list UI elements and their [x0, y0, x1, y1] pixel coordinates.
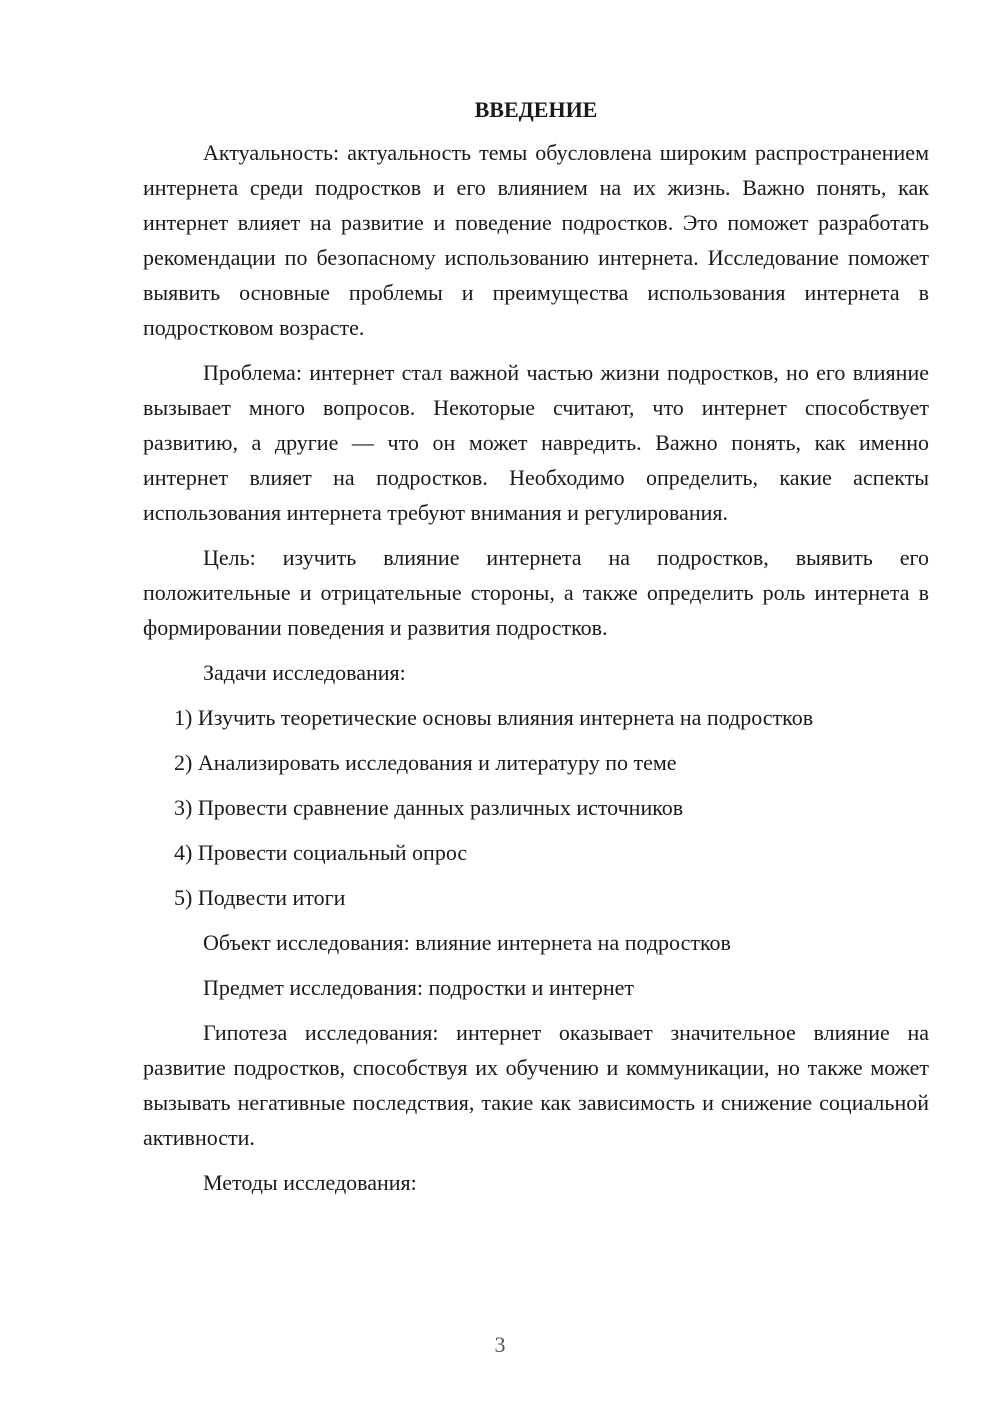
tasks-heading: Задачи исследования: [203, 660, 406, 685]
task-item-4: 4) Провести социальный опрос [174, 840, 468, 865]
methods-heading: Методы исследования: [203, 1170, 417, 1195]
hypothesis-paragraph: Гипотеза исследования: интернет оказывает значительное влияние на развитие подростков, способствуя их обучению и коммуникации, но также может вызывать негативные последствия, такие как зависимость и снижение социальной активности. [143, 1020, 929, 1150]
relevance-paragraph: Актуальность: актуальность темы обусловлена широким распространением интернета среди подростков и его влиянием на их жизнь. Важно понять, как интернет влияет на развитие и поведение подростков. Это поможет разработать рекомендации по безопасному использованию интернета. Исследование поможет выявить основные проблемы и преимущества использования интернета в подростковом возрасте. [143, 140, 929, 340]
task-item-3: 3) Провести сравнение данных различных источников [174, 795, 684, 820]
task-item-1: 1) Изучить теоретические основы влияния интернета на подростков [174, 705, 814, 730]
research-subject: Предмет исследования: подростки и интернет [203, 975, 635, 1000]
task-item-5: 5) Подвести итоги [174, 885, 346, 910]
research-object: Объект исследования: влияние интернета на подростков [203, 930, 731, 955]
page-number: 3 [494, 1332, 506, 1357]
problem-paragraph: Проблема: интернет стал важной частью жизни подростков, но его влияние вызывает много вопросов. Некоторые считают, что интернет способствует развитию, а другие — что он может навредить. Важно понять, как именно интернет влияет на подростков. Необходимо определить, какие аспекты использования интернета требуют внимания и регулирования. [143, 360, 929, 525]
task-item-2: 2) Анализировать исследования и литературу по теме [174, 750, 677, 775]
section-heading: ВВЕДЕНИЕ [474, 97, 598, 122]
goal-paragraph: Цель: изучить влияние интернета на подростков, выявить его положительные и отрицательные стороны, а также определить роль интернета в формировании поведения и развития подростков. [143, 545, 929, 640]
document-page [143, 92, 929, 1210]
